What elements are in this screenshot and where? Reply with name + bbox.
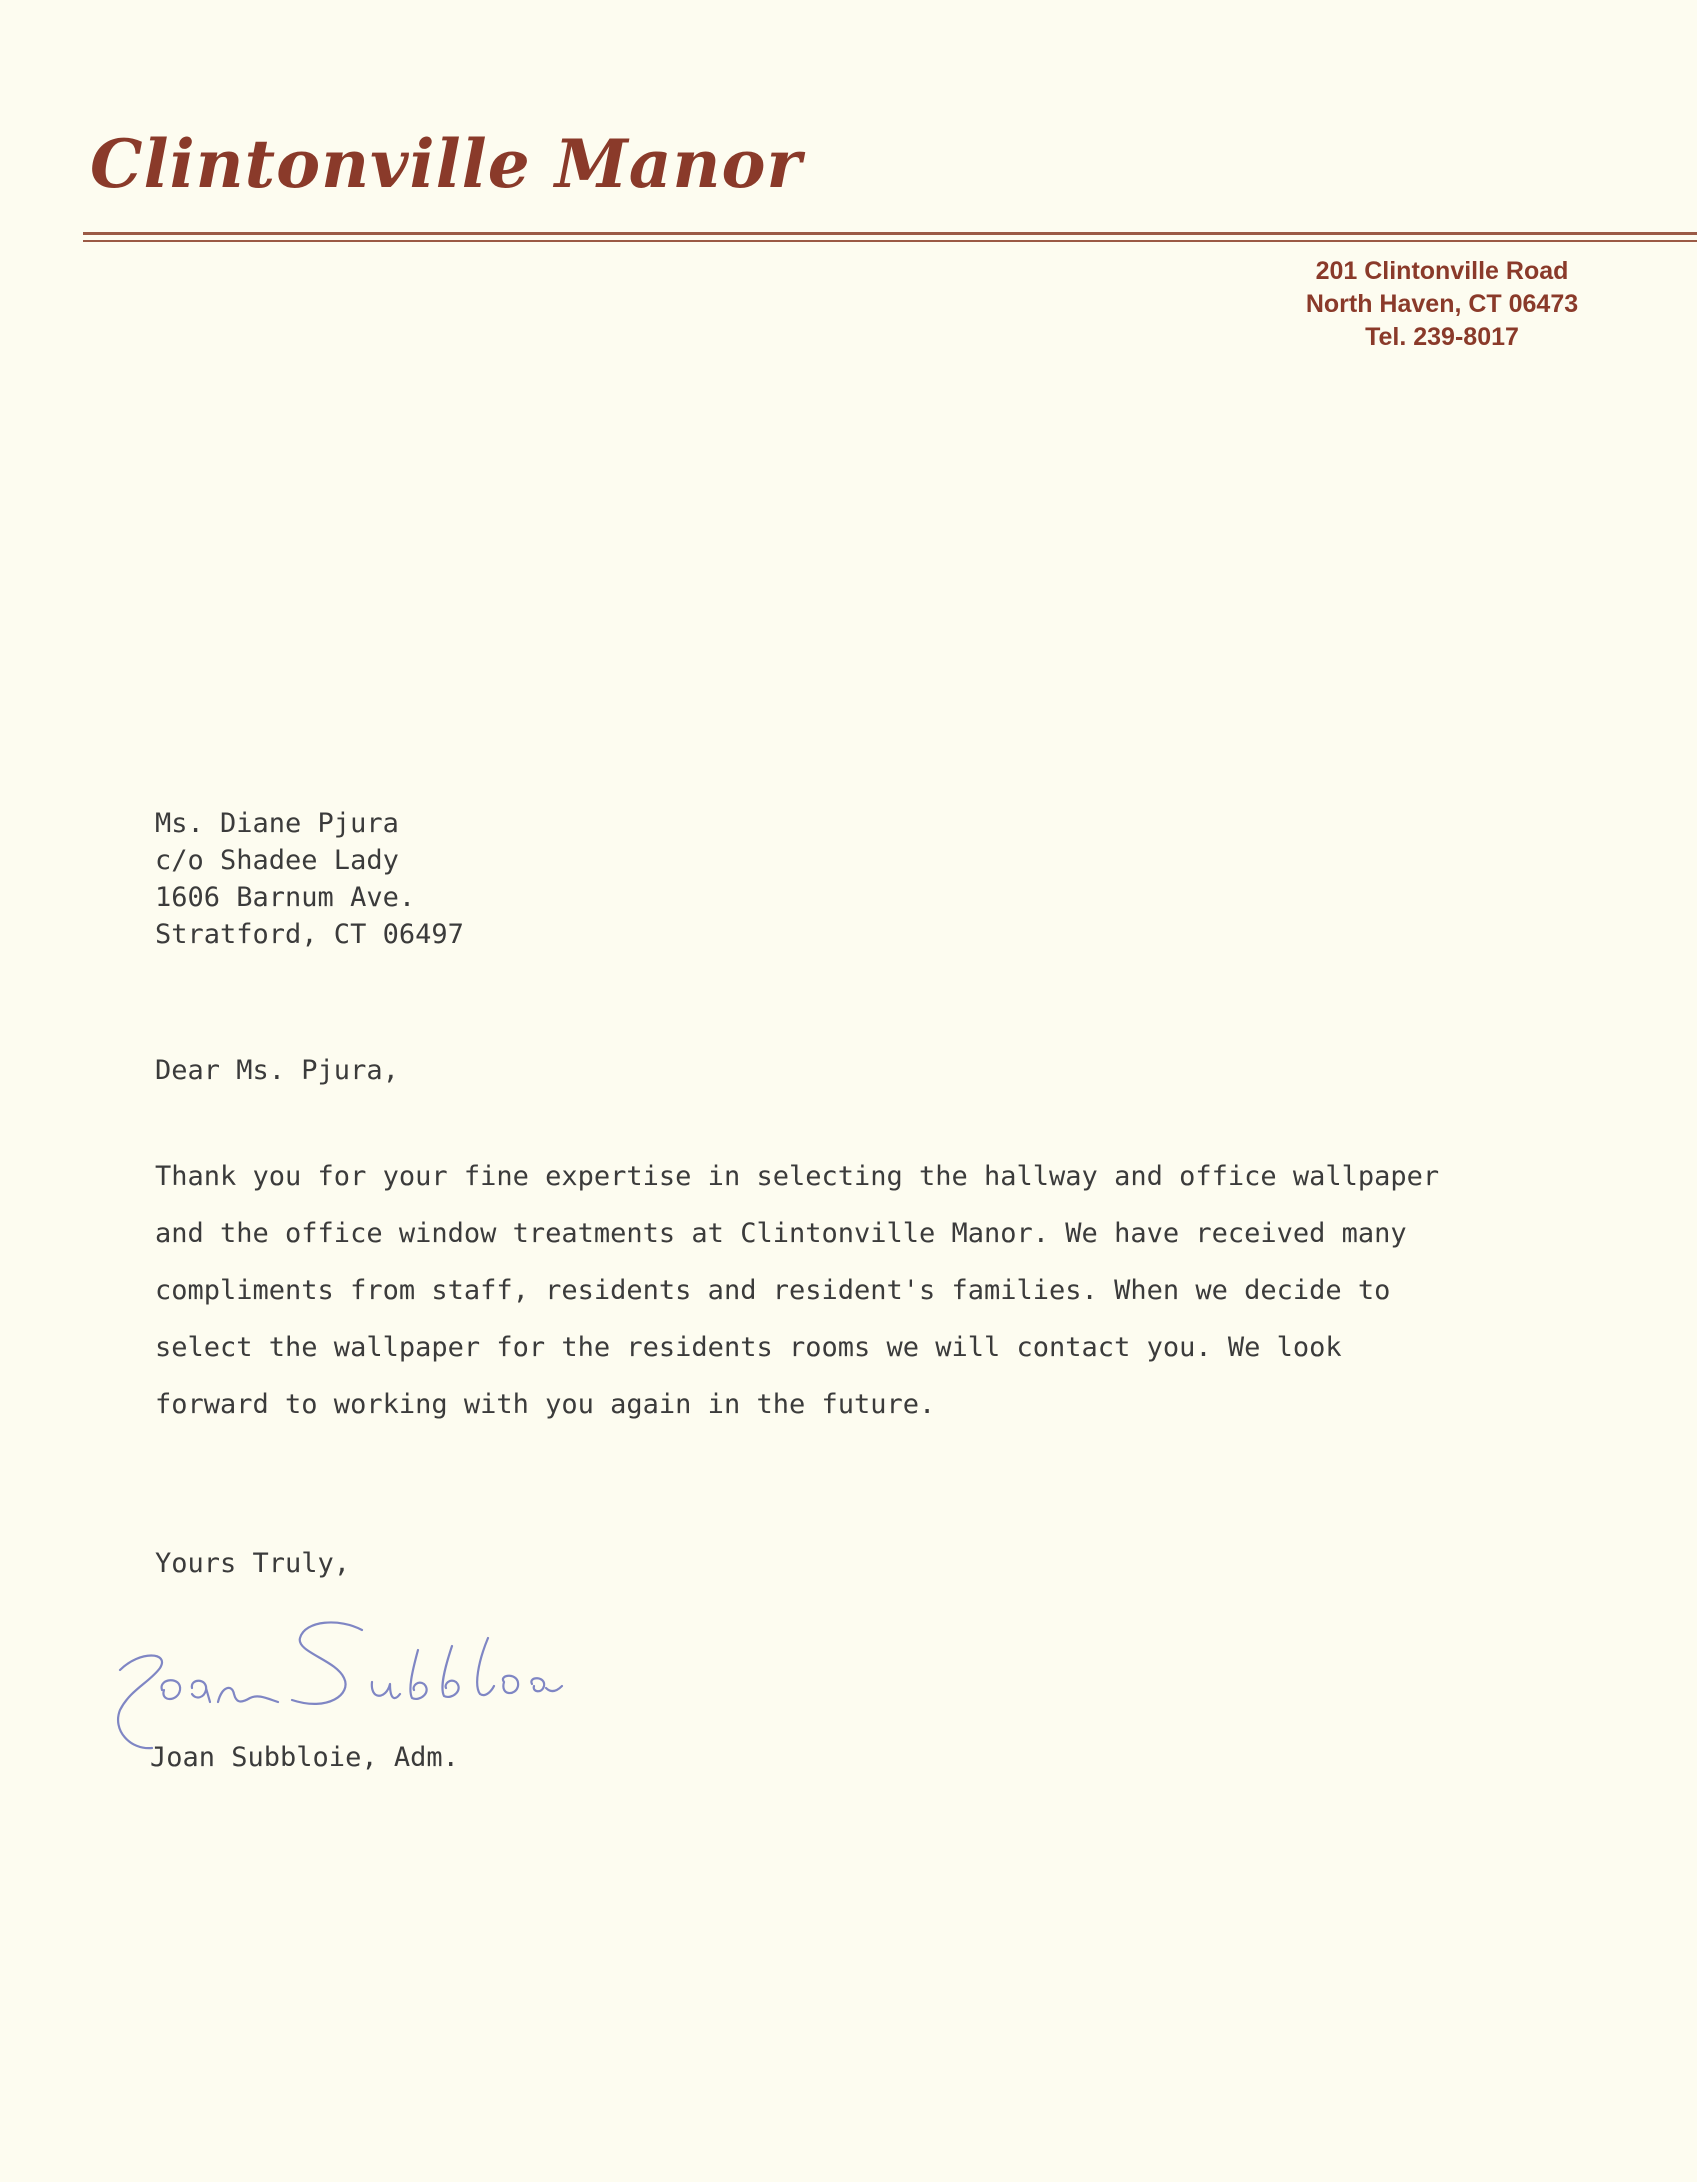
recipient-street: 1606 Barnum Ave. <box>155 882 416 913</box>
closing: Yours Truly, <box>155 1548 351 1579</box>
address-phone: Tel. 239-8017 <box>1365 323 1519 351</box>
body-line: Thank you for your fine expertise in selecting the hallway and office wallpaper <box>155 1161 1440 1192</box>
letterhead-rule-bottom <box>83 240 1697 242</box>
address-city: North Haven, CT 06473 <box>1305 290 1579 318</box>
recipient-name: Ms. Diane Pjura <box>155 808 399 839</box>
letter-body <box>155 1148 1439 1433</box>
recipient-care-of: c/o Shadee Lady <box>155 845 399 876</box>
salutation: Dear Ms. Pjura, <box>155 1055 399 1086</box>
body-line: and the office window treatments at Clintonville Manor. We have received many <box>155 1218 1407 1249</box>
recipient-block <box>155 805 464 953</box>
body-line: compliments from staff, residents and resident's families. When we decide to <box>155 1275 1391 1306</box>
body-line: select the wallpaper for the residents rooms we will contact you. We look <box>155 1332 1342 1363</box>
recipient-city: Stratford, CT 06497 <box>155 919 464 950</box>
address-street: 201 Clintonville Road <box>1315 257 1569 285</box>
body-line: forward to working with you again in the future. <box>155 1389 936 1420</box>
signer-name: Joan Subbloie, Adm. <box>150 1742 459 1773</box>
letterhead-logo: Clintonville Manor <box>90 125 803 203</box>
letterhead-address <box>1232 255 1652 354</box>
letterhead-rule-top <box>83 232 1697 235</box>
